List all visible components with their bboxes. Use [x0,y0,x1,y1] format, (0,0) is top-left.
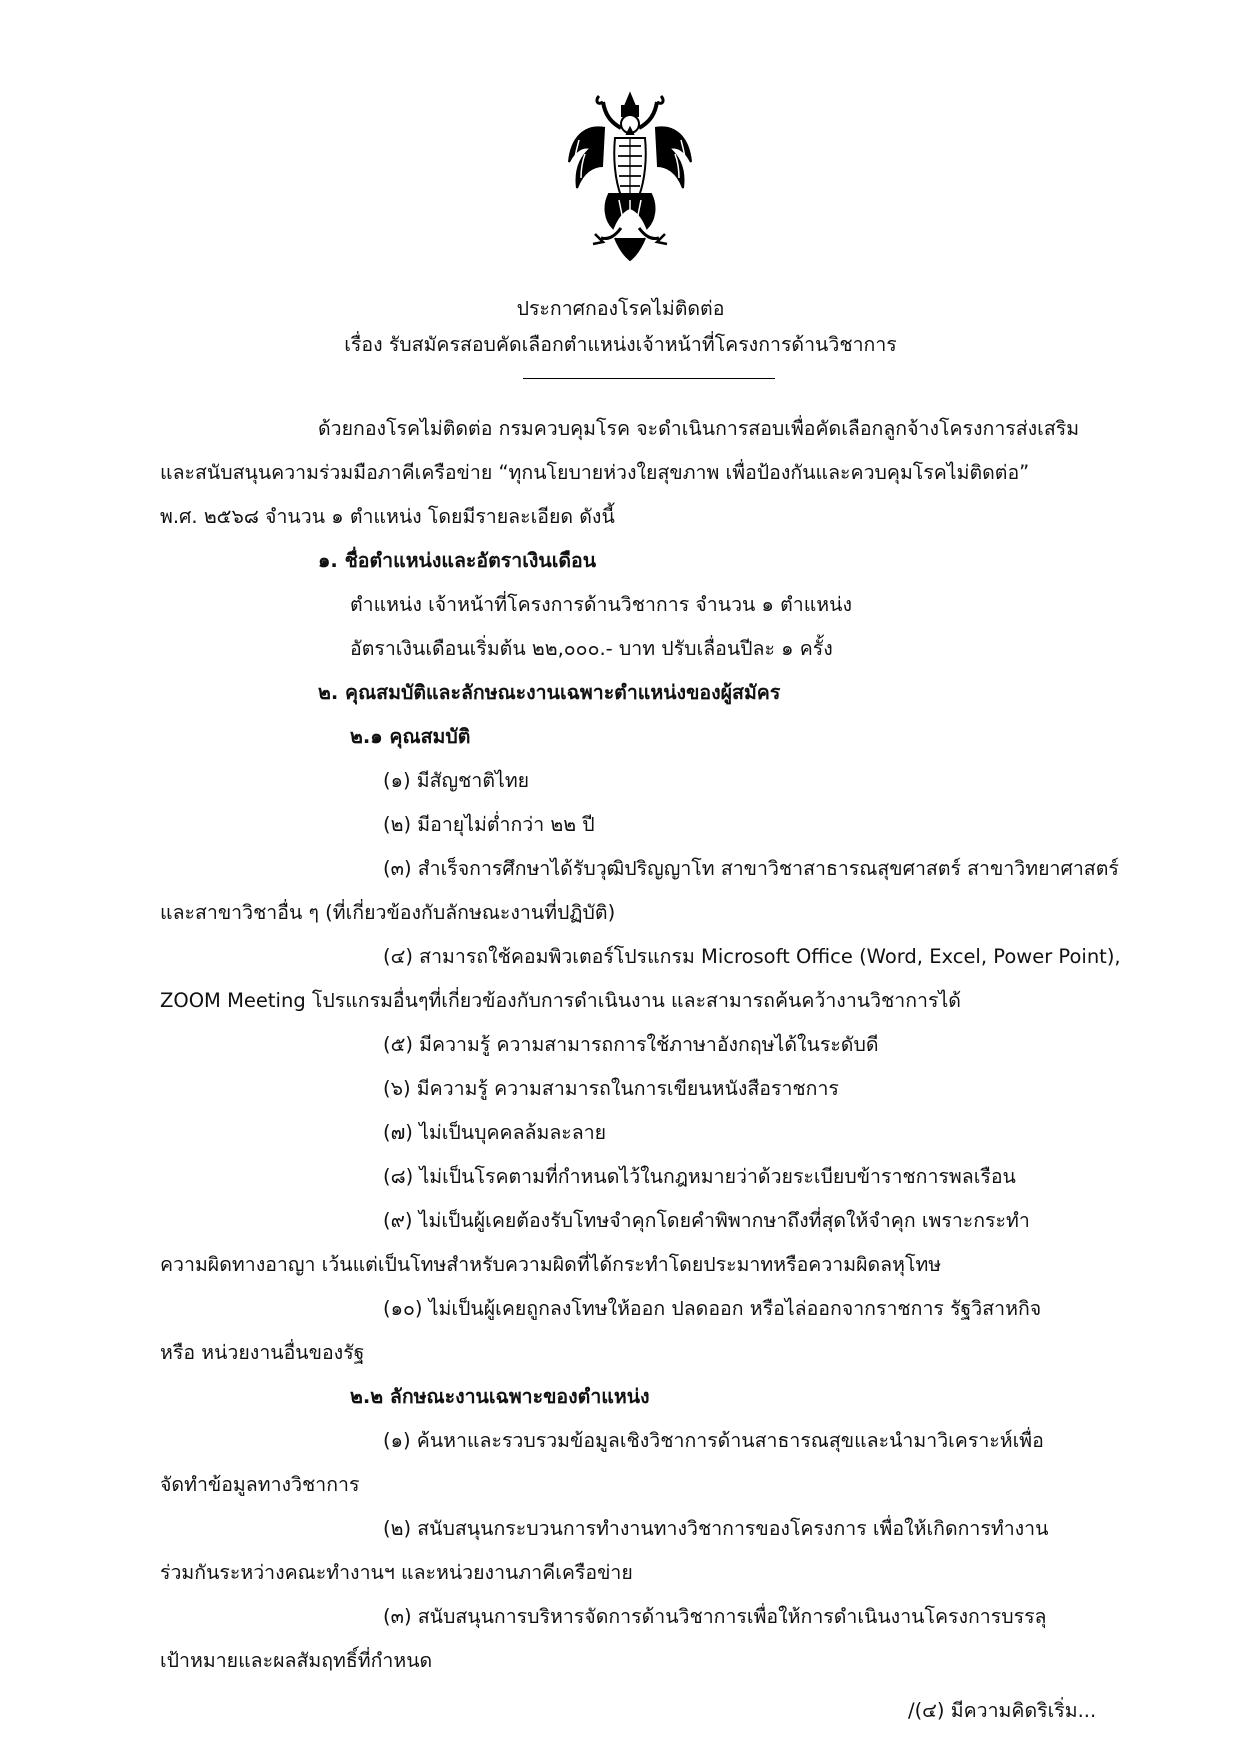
duty-item: (๓) สนับสนุนการบริหารจัดการด้านวิชาการเพื่อให้การดำเนินงานโครงการบรรลุ [383,1605,1047,1628]
intro-line: พ.ศ. ๒๕๖๘ จำนวน ๑ ตำแหน่ง โดยมีรายละเอียด ดังนี้ [160,505,615,528]
qualification-item: (๑๐) ไม่เป็นผู้เคยถูกลงโทษให้ออก ปลดออก หรือไล่ออกจากราชการ รัฐวิสาหกิจ [383,1297,1042,1320]
qualification-item: (๒) มีอายุไม่ต่ำกว่า ๒๒ ปี [383,813,595,836]
header-divider [523,378,775,379]
section-heading: ๑. ชื่อตำแหน่งและอัตราเงินเดือน [318,549,597,572]
qualification-item: (๕) มีความรู้ ความสามารถการใช้ภาษาอังกฤษได้ในระดับดี [383,1033,879,1056]
garuda-emblem-icon [565,88,695,264]
duty-item-cont: จัดทำข้อมูลทางวิชาการ [160,1473,360,1496]
section-line: ตำแหน่ง เจ้าหน้าที่โครงการด้านวิชาการ จำนวน ๑ ตำแหน่ง [350,593,853,616]
qualification-item-cont: หรือ หน่วยงานอื่นของรัฐ [160,1341,365,1364]
qualification-item-cont: และสาขาวิชาอื่น ๆ (ที่เกี่ยวข้องกับลักษณะงานที่ปฏิบัติ) [160,901,616,924]
duty-item: (๒) สนับสนุนกระบวนการทำงานทางวิชาการของโครงการ เพื่อให้เกิดการทำงาน [383,1517,1049,1540]
intro-line: และสนับสนุนความร่วมมือภาคีเครือข่าย “ทุกนโยบายห่วงใยสุขภาพ เพื่อป้องกันและควบคุมโรคไม่ติดต่อ” [160,461,1030,484]
section-heading: ๒. คุณสมบัติและลักษณะงานเฉพาะตำแหน่งของผู้สมัคร [318,681,781,704]
qualification-item: (๗) ไม่เป็นบุคคลล้มละลาย [383,1121,607,1144]
qualification-item-cont: ZOOM Meeting โปรแกรมอื่นๆที่เกี่ยวข้องกับการดำเนินงาน และสามารถค้นคว้างานวิชาการได้ [160,989,961,1012]
qualification-item-cont: ความผิดทางอาญา เว้นแต่เป็นโทษสำหรับความผิดที่ได้กระทำโดยประมาทหรือความผิดลหุโทษ [160,1253,942,1276]
qualification-item: (๔) สามารถใช้คอมพิวเตอร์โปรแกรม Microsoft Office (Word, Excel, Power Point), [383,945,1121,968]
qualification-item: (๙) ไม่เป็นผู้เคยต้องรับโทษจำคุกโดยคำพิพากษาถึงที่สุดให้จำคุก เพราะกระทำ [383,1209,1030,1232]
duty-item: (๑) ค้นหาและรวบรวมข้อมูลเชิงวิชาการด้านสาธารณสุขและนำมาวิเคราะห์เพื่อ [383,1429,1044,1452]
duty-item-cont: ร่วมกันระหว่างคณะทำงานฯ และหน่วยงานภาคีเครือข่าย [160,1561,633,1584]
qualification-item: (๑) มีสัญชาติไทย [383,769,530,792]
duty-item-cont: เป้าหมายและผลสัมฤทธิ์ที่กำหนด [160,1649,433,1672]
subsection-heading: ๒.๑ คุณสมบัติ [350,725,471,748]
qualification-item: (๓) สำเร็จการศึกษาได้รับวุฒิปริญญาโท สาขาวิชาสาธารณสุขศาสตร์ สาขาวิทยาศาสตร์ [383,857,1119,880]
qualification-item: (๘) ไม่เป็นโรคตามที่กำหนดไว้ในกฎหมายว่าด้วยระเบียบข้าราชการพลเรือน [383,1165,1016,1188]
continuation-marker: /(๔) มีความคิดริเริ่ม... [908,1699,1097,1722]
announcement-title: ประกาศกองโรคไม่ติดต่อ [516,297,725,320]
intro-line: ด้วยกองโรคไม่ติดต่อ กรมควบคุมโรค จะดำเนินการสอบเพื่อคัดเลือกลูกจ้างโครงการส่งเสริม [318,417,1080,440]
subsection-heading: ๒.๒ ลักษณะงานเฉพาะของตำแหน่ง [350,1385,650,1408]
announcement-subject: เรื่อง รับสมัครสอบคัดเลือกตำแหน่งเจ้าหน้าที่โครงการด้านวิชาการ [344,333,897,356]
qualification-item: (๖) มีความรู้ ความสามารถในการเขียนหนังสือราชการ [383,1077,839,1100]
section-line: อัตราเงินเดือนเริ่มต้น ๒๒,๐๐๐.- บาท ปรับเลื่อนปีละ ๑ ครั้ง [350,637,833,660]
